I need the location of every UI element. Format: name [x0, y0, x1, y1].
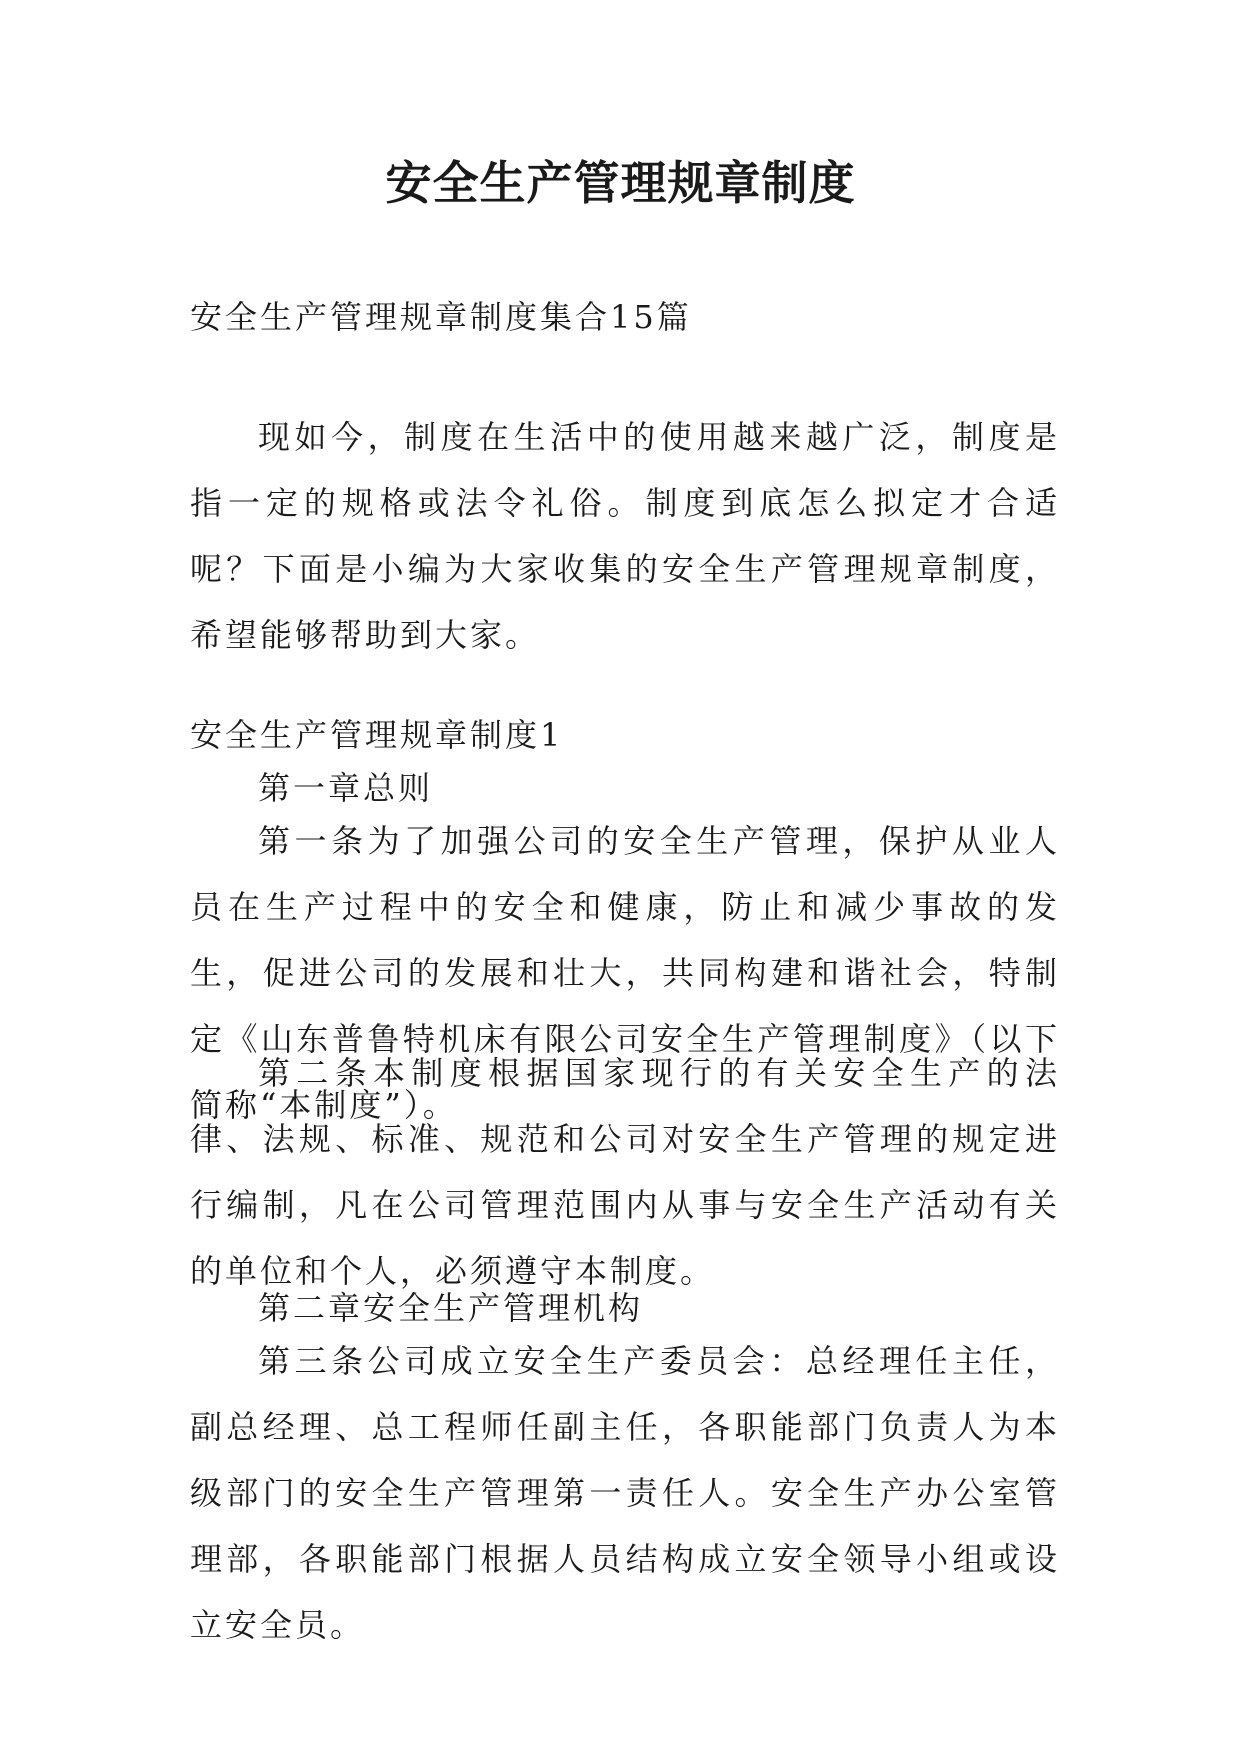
intro-paragraph: 现如今，制度在生活中的使用越来越广泛，制度是指一定的规格或法令礼俗。制度到底怎么拟定才合适呢？下面是小编为大家收集的安全生产管理规章制度，希望能够帮助到大家。	[190, 418, 1060, 654]
chapter-heading-2: 第二章安全生产管理机构	[258, 1289, 644, 1327]
article-2-paragraph: 第二条本制度根据国家现行的有关安全生产的法律、法规、标准、规范和公司对安全生产管理的规定进行编制，凡在公司管理范围内从事与安全生产活动有关的单位和个人，必须遵守本制度。	[190, 1054, 1060, 1290]
article-3-paragraph: 第三条公司成立安全生产委员会：总经理任主任，副总经理、总工程师任副主任，各职能部门负责人为本级部门的安全生产管理第一责任人。安全生产办公室管理部，各职能部门根据人员结构成立安全领导小组或设立安全员。	[190, 1342, 1060, 1644]
document-title: 安全生产管理规章制度	[385, 156, 856, 210]
section-heading: 安全生产管理规章制度1	[190, 716, 564, 754]
chapter-heading-1: 第一章总则	[258, 769, 434, 807]
article-1-paragraph: 第一条为了加强公司的安全生产管理，保护从业人员在生产过程中的安全和健康，防止和减少事故的发生，促进公司的发展和壮大，共同构建和谐社会，特制定《山东普鲁特机床有限公司安全生产管理制度》（以下简称“本制度”）。	[190, 822, 1060, 1124]
document-subtitle: 安全生产管理规章制度集合15篇	[190, 298, 692, 336]
